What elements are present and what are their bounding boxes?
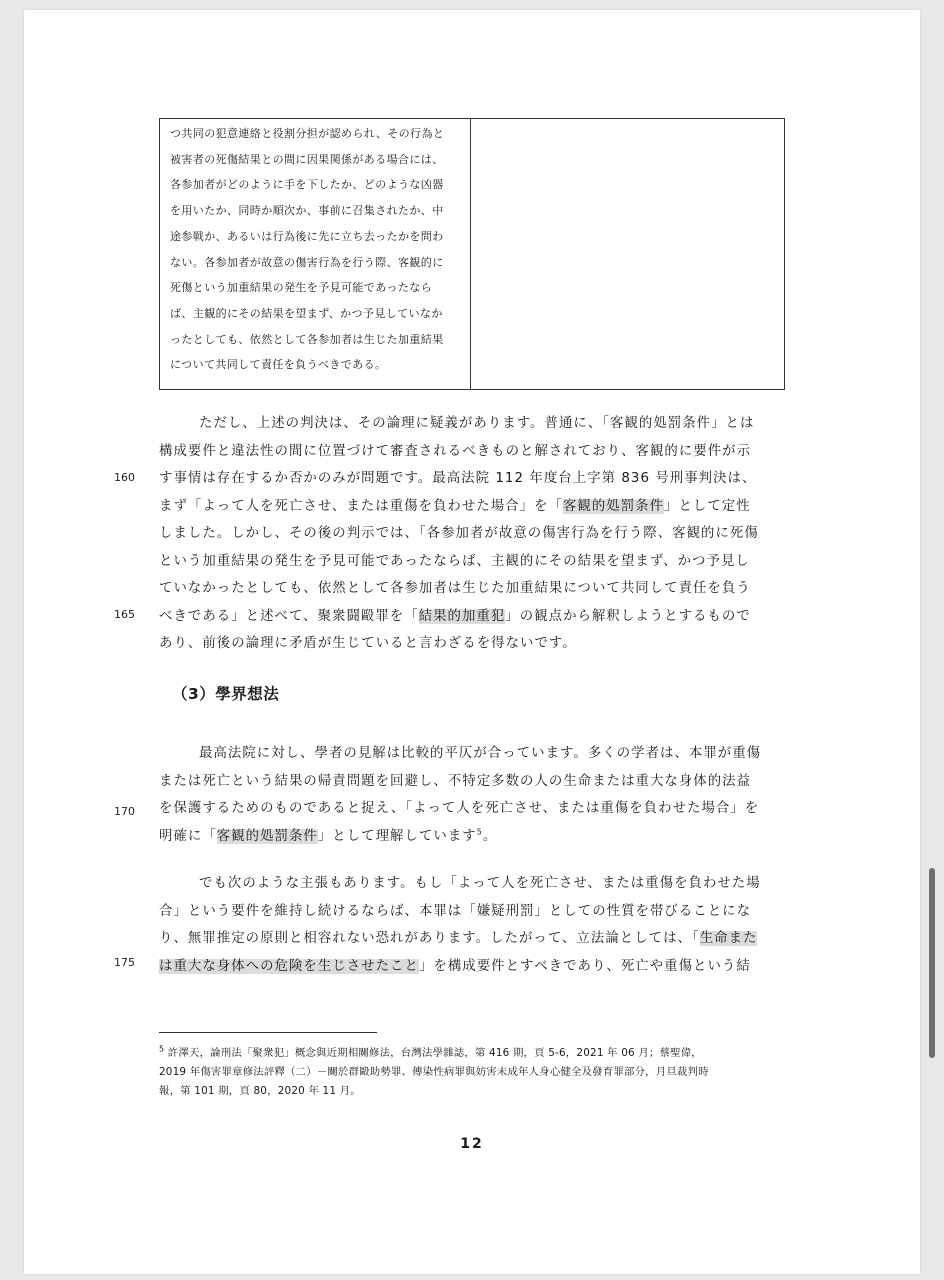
footnote-line <box>159 1044 799 1063</box>
text-segment: 」として理解しています <box>317 828 477 844</box>
table-line: ない。各参加者が故意の傷害行為を行う際、客観的に <box>170 255 444 269</box>
text-line: ていなかったとしても、依然として各参加者は生じた加重結果について共同して責任を負う <box>159 581 751 596</box>
text-line <box>159 493 789 521</box>
text-line <box>159 603 789 631</box>
quote-table <box>159 118 785 390</box>
highlighted-term: 結果的加重犯 <box>418 608 506 624</box>
text-segment: 。 <box>482 828 498 844</box>
text-segment: 許澤天，論刑法「聚衆犯」概念與近期相關修法，台灣法學雜誌，第 416 期，頁 5-6，2021 年 06 月；蔡聖偉， <box>164 1047 702 1059</box>
text-line: しました。しかし、その後の判示では、「各参加者が故意の傷害行為を行う際、客観的に死傷 <box>159 526 759 541</box>
paragraph-3 <box>159 870 789 980</box>
footnote-line: 報，第 101 期，頁 80，2020 年 11 月。 <box>159 1085 361 1097</box>
line-number: 165 <box>114 608 135 621</box>
highlighted-term: 客観的処罰条件 <box>216 828 318 844</box>
text-line: でも次のような主張もあります。もし「よって人を死亡させ、または重傷を負わせた場 <box>199 876 761 891</box>
table-line: について共同して責任を負うべきである。 <box>170 358 387 372</box>
table-line: を用いたか、同時か順次か、事前に召集されたか、中 <box>170 204 444 218</box>
paragraph-1 <box>159 410 789 658</box>
document-page <box>24 10 920 1274</box>
line-number: 160 <box>114 471 135 484</box>
text-line <box>159 953 789 981</box>
text-line: 構成要件と違法性の間に位置づけて審査されるべきものと解されており、客観的に要件が示 <box>159 443 752 459</box>
text-segment: 」を構成要件とすべきであり、死亡や重傷という結 <box>418 958 751 974</box>
text-line <box>159 823 789 851</box>
table-line: 被害者の死傷結果との間に因果関係がある場合には、 <box>170 152 444 166</box>
highlighted-term: は重大な身体への危険を生じさせたこと <box>159 958 419 974</box>
text-line: あり、前後の論理に矛盾が生じていると言わざるを得ないです。 <box>159 636 577 651</box>
table-right-cell <box>471 119 784 389</box>
text-line: 合」という要件を維持し続けるならば、本罪は「嫌疑刑罰」としての性質を帯びることにな <box>159 903 752 919</box>
footnote <box>159 1044 799 1101</box>
highlighted-term: 生命また <box>699 931 758 946</box>
scrollbar-thumb[interactable] <box>929 868 935 1058</box>
text-line: または死亡という結果の帰責問題を回避し、不特定多数の人の生命または重大な身体的法益 <box>159 773 752 789</box>
text-line: ただし、上述の判決は、その論理に疑義があります。普通に、「客観的処罰条件」とは <box>199 416 755 431</box>
highlighted-term: 客観的処罰条件 <box>562 498 665 514</box>
text-line: す事情は存在するか否かのみが問題です。最高法院 112 年度台上字第 836 号刑事判決は、 <box>159 471 757 486</box>
table-line: つ共同の犯意連絡と役割分担が認められ、その行為と <box>170 127 445 140</box>
text-segment: り、無罪推定の原則と相容れない恐れがあります。したがって、立法論としては、「 <box>159 931 700 946</box>
footnote-divider <box>159 1032 377 1033</box>
text-line: という加重結果の発生を予見可能であったならば、主観的にその結果を望まず、かつ予見し <box>159 553 750 569</box>
line-number: 175 <box>114 956 135 969</box>
text-segment: べきである」と述べて、聚衆闘毆罪を「 <box>159 608 419 624</box>
text-segment: 」の観点から解釈しようとするもので <box>505 608 751 624</box>
text-line: を保護するためのものであると捉え、「よって人を死亡させ、または重傷を負わせた場合」を <box>159 801 760 816</box>
table-left-cell <box>160 119 471 389</box>
footnote-marker: 5 <box>159 1044 165 1054</box>
text-segment: 」として定性 <box>664 498 751 514</box>
page-number: 12 <box>460 1136 484 1152</box>
text-line: 最高法院に対し、學者の見解は比較的平仄が合っています。多くの学者は、本罪が重傷 <box>199 746 762 761</box>
footnote-line: 2019 年傷害罪章修法評釋（二）－關於群毆助勢罪、傳染性病罪與妨害未成年人身心健全及發育罪部分，月旦裁判時 <box>159 1066 709 1078</box>
footnote-ref[interactable]: 5 <box>476 827 483 837</box>
section-heading: （3）學界想法 <box>172 685 280 703</box>
paragraph-2 <box>159 740 789 850</box>
table-line: 死傷という加重結果の発生を予見可能であったなら <box>170 281 433 295</box>
table-line: 途参戦か、あるいは行為後に先に立ち去ったかを問わ <box>170 229 444 243</box>
text-segment: 明確に「 <box>159 828 217 844</box>
table-line: ば、主観的にその結果を望まず、かつ予見していなか <box>170 306 443 320</box>
table-line: 各参加者がどのように手を下したか、どのような凶器 <box>170 178 444 192</box>
text-segment: まず「よって人を死亡させ、または重傷を負わせた場合」を「 <box>159 498 563 514</box>
line-number: 170 <box>114 805 135 818</box>
table-line: ったとしても、依然として各参加者は生じた加重結果 <box>170 332 444 346</box>
text-line <box>159 925 789 953</box>
